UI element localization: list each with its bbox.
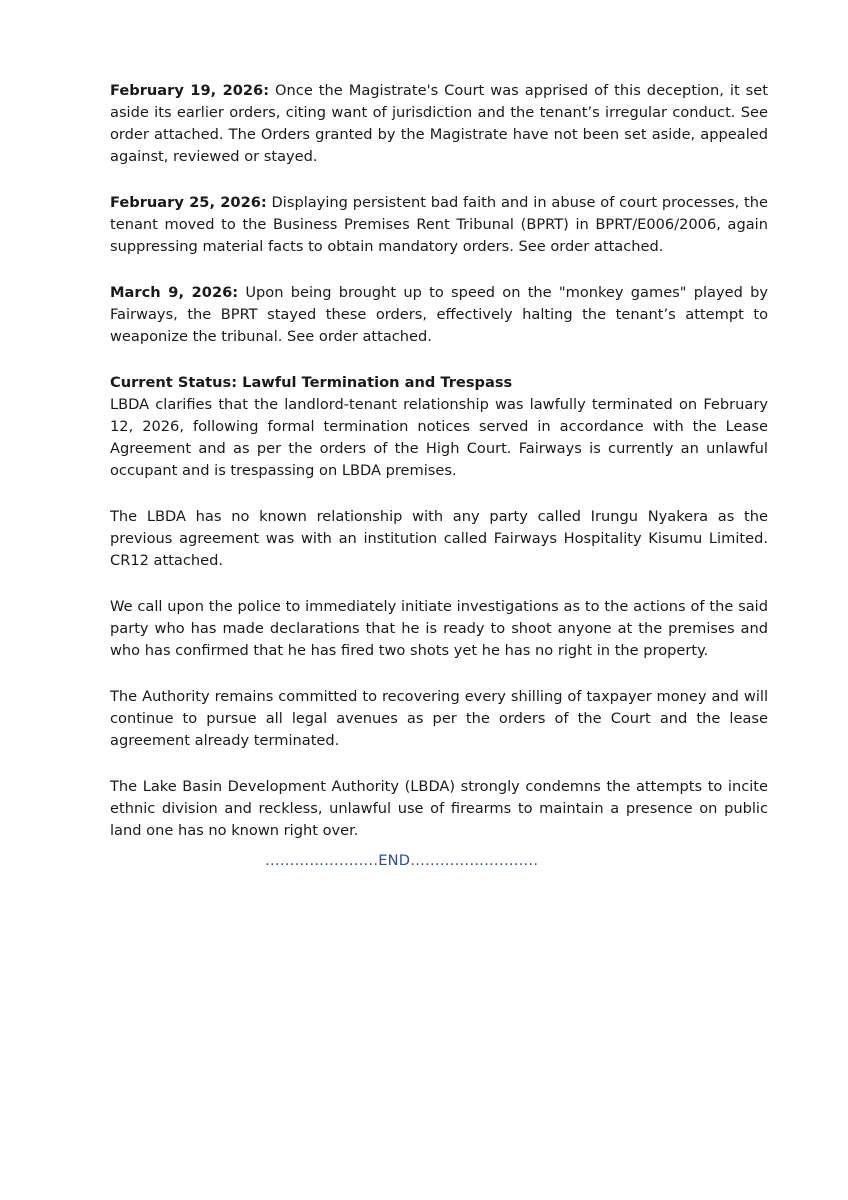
entry-text: Upon being brought up to speed on the "monkey games" played by Fairways, the BPRT stayed these orders, effectively halting the tenant’s attempt to weaponize the tribunal. See order attached. [110,284,769,345]
document-page [110,80,768,866]
paragraph-commitment: The Authority remains committed to recovering every shilling of taxpayer money and will continue to pursue all legal avenues as per the orders of the Court and the lease agreement already terminated. [110,688,768,749]
paragraph-termination: LBDA clarifies that the landlord-tenant relationship was lawfully terminated on February 12, 2026, following formal termination notices served in accordance with the Lease Agreement and as per the orders of the High Court. Fairways is currently an unlawful occupant and is trespassing on LBDA premises. [110,396,768,479]
entry-text: Once the Magistrate's Court was apprised of this deception, it set aside its earlier orders, citing want of jurisdiction and the tenant’s irregular conduct. See order attached. The Orders granted by the Magistrate have not been set aside, appealed against, reviewed or stayed. [110,82,768,165]
entry-text: Displaying persistent bad faith and in abuse of court processes, the tenant moved to the Business Premises Rent Tribunal (BPRT) in BPRT/E006/2006, again suppressing material facts to obtain mandatory orders. See order attached. [110,194,768,255]
entry-february-25 [110,192,768,258]
section-heading: Current Status: Lawful Termination and Trespass [110,374,513,391]
entry-date: February 25, 2026: [110,194,267,211]
entry-march-9 [110,282,768,348]
entry-february-19 [110,80,768,168]
end-marker: …………………..END…………………….. [265,852,539,869]
entry-date: February 19, 2026: [110,82,270,99]
paragraph-police: We call upon the police to immediately initiate investigations as to the actions of the said party who has made declarations that he is ready to shoot anyone at the premises and who has confirmed that he has fired two shots yet he has no right in the property. [110,598,768,659]
entry-date: March 9, 2026: [110,284,239,301]
paragraph-condemnation: The Lake Basin Development Authority (LBDA) strongly condemns the attempts to incite ethnic division and reckless, unlawful use of firearms to maintain a presence on public land one has no known right over. [110,778,768,839]
paragraph-relationship: The LBDA has no known relationship with any party called Irungu Nyakera as the previous agreement was with an institution called Fairways Hospitality Kisumu Limited. CR12 attached. [110,508,768,569]
